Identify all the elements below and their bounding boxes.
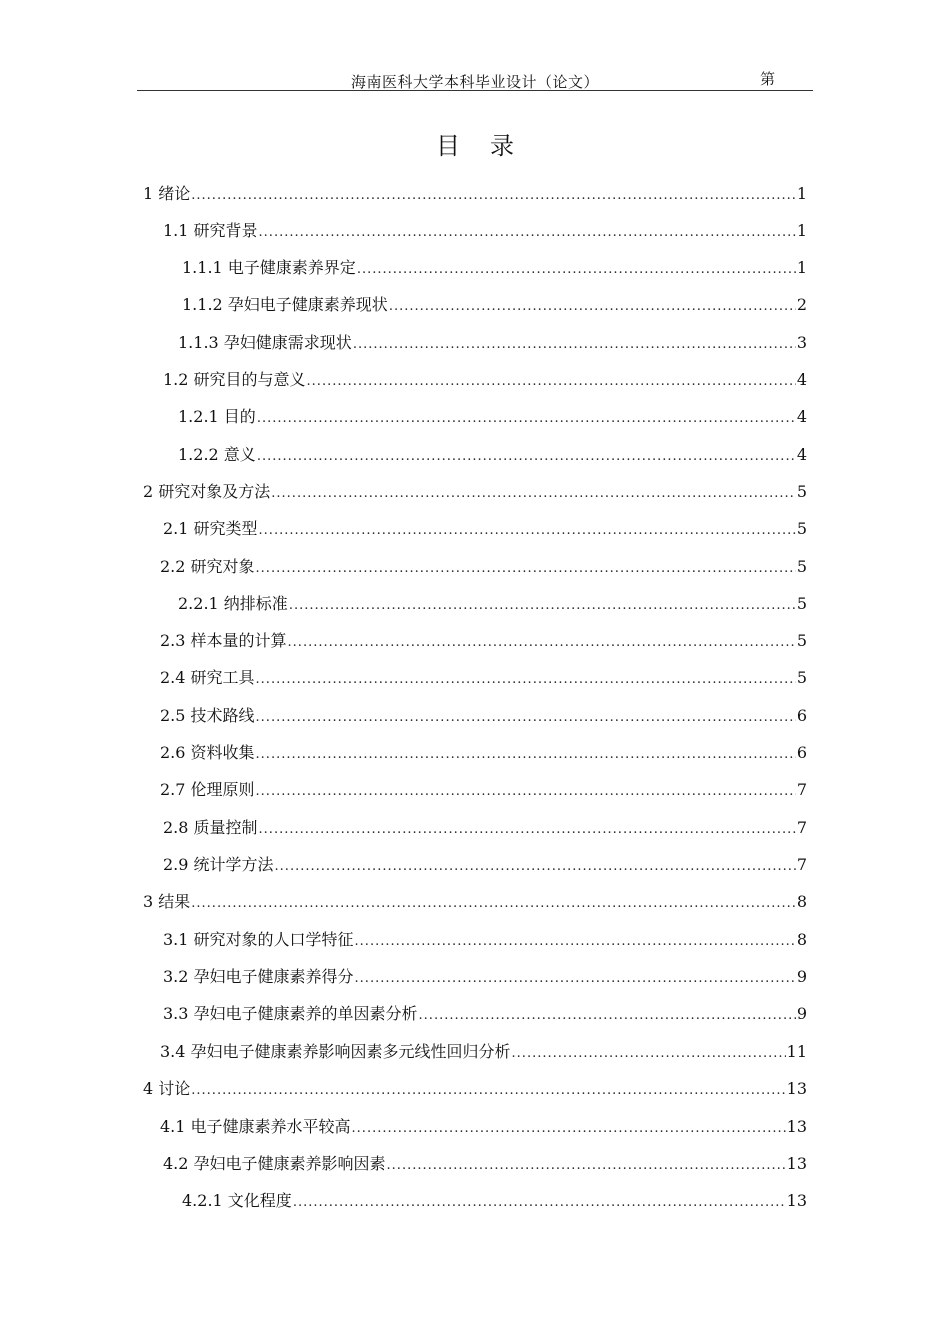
toc-entry-number: 1.2.2 [178,445,224,464]
toc-entry[interactable] [143,890,807,914]
toc-entry[interactable] [160,741,807,765]
toc-dot-leader [275,855,796,879]
toc-entry-page: 5 [796,482,807,501]
toc-entry-page: 13 [786,1117,807,1136]
toc-entry-page: 5 [796,594,807,613]
toc-entry-title: 研究对象及方法 [158,482,271,501]
toc-dot-leader [387,1154,786,1178]
toc-entry-number: 2.3 [160,631,191,650]
toc-entry-page: 8 [796,930,807,949]
toc-dot-leader [256,668,796,692]
toc-entry-number: 4 [143,1079,159,1098]
toc-entry-page: 4 [796,445,807,464]
toc-dot-leader [512,1042,786,1066]
toc-dot-leader [419,1004,796,1028]
toc-entry-page: 11 [786,1042,807,1061]
toc-entry-title: 绪论 [158,184,191,203]
toc-dot-leader [352,1117,786,1141]
toc-entry[interactable] [143,182,807,206]
toc-entry[interactable] [178,592,807,616]
toc-entry-number: 3.2 [163,967,194,986]
toc-entry[interactable] [178,405,807,429]
toc-entry[interactable] [160,666,807,690]
toc-entry[interactable] [160,1040,807,1064]
toc-entry-title: 质量控制 [193,818,258,837]
toc-entry[interactable] [182,293,807,317]
toc-dot-leader [259,221,796,245]
toc-entry[interactable] [163,368,807,392]
toc-entry-title: 伦理原则 [190,780,255,799]
toc-entry-title: 意义 [223,445,256,464]
toc-entry-number: 1.1.3 [178,333,224,352]
toc-entry-title: 孕妇电子健康素养现状 [227,295,388,314]
toc-entry-page: 13 [786,1079,807,1098]
toc-entry-number: 2.6 [160,743,191,762]
toc-entry-title: 结果 [158,892,191,911]
toc-entry-page: 8 [796,892,807,911]
toc-entry-number: 3.1 [163,930,194,949]
toc-entry-number: 1.1.1 [182,258,228,277]
toc-dot-leader [256,743,796,767]
toc-entry[interactable] [178,443,807,467]
toc-dot-leader [257,445,796,469]
toc-entry[interactable] [160,704,807,728]
toc-entry-title: 孕妇健康需求现状 [223,333,352,352]
toc-entry-number: 2.8 [163,818,194,837]
toc-entry-number: 4.2 [163,1154,194,1173]
toc-entry-number: 2 [143,482,159,501]
toc-entry-title: 孕妇电子健康素养得分 [193,967,354,986]
toc-entry-number: 2.1 [163,519,194,538]
toc-dot-leader [289,594,796,618]
toc-entry-page: 13 [786,1191,807,1210]
toc-dot-leader [259,818,796,842]
page-title: 目录 [436,132,544,160]
toc-entry-title: 研究目的与意义 [193,370,306,389]
toc-entry-number: 1.1 [163,221,194,240]
toc-entry[interactable] [163,928,807,952]
toc-dot-leader [271,482,796,506]
toc-dot-leader [256,557,796,581]
toc-entry-title: 讨论 [158,1079,191,1098]
toc-entry-page: 9 [796,1004,807,1023]
toc-entry-title: 研究背景 [193,221,258,240]
running-header-page-label: 第 [760,70,776,88]
toc-entry[interactable] [182,1189,807,1213]
toc-entry-number: 2.9 [163,855,194,874]
toc-entry-page: 5 [796,557,807,576]
toc-entry-page: 9 [796,967,807,986]
toc-entry-title: 统计学方法 [193,855,274,874]
toc-dot-leader [256,780,796,804]
toc-dot-leader [307,370,796,394]
toc-dot-leader [191,892,796,916]
toc-entry-page: 1 [796,221,807,240]
toc-dot-leader [353,333,796,357]
toc-entry[interactable] [160,629,807,653]
toc-entry-title: 研究对象 [190,557,255,576]
toc-entry-number: 4.1 [160,1117,191,1136]
toc-entry-title: 孕妇电子健康素养的单因素分析 [193,1004,418,1023]
toc-entry-page: 7 [796,855,807,874]
toc-entry-page: 13 [786,1154,807,1173]
toc-entry[interactable] [143,480,807,504]
toc-entry-number: 1 [143,184,159,203]
toc-dot-leader [355,967,796,991]
toc-entry-page: 5 [796,631,807,650]
toc-entry[interactable] [163,816,807,840]
toc-entry-title: 孕妇电子健康素养影响因素多元线性回归分析 [190,1042,511,1061]
toc-entry-page: 2 [796,295,807,314]
toc-entry[interactable] [160,1115,807,1139]
toc-dot-leader [191,184,796,208]
toc-entry-title: 资料收集 [190,743,255,762]
toc-entry[interactable] [160,778,807,802]
toc-dot-leader [389,295,796,319]
toc-dot-leader [288,631,796,655]
toc-entry-number: 1.1.2 [182,295,228,314]
toc-dot-leader [357,258,796,282]
toc-entry-number: 4.2.1 [182,1191,228,1210]
toc-dot-leader [256,706,796,730]
toc-entry-page: 7 [796,818,807,837]
toc-dot-leader [257,407,796,431]
toc-entry-number: 1.2 [163,370,194,389]
toc-entry-title: 样本量的计算 [190,631,287,650]
toc-entry-number: 3.4 [160,1042,191,1061]
toc-entry[interactable] [163,1002,807,1026]
toc-entry-number: 2.2.1 [178,594,224,613]
toc-entry[interactable] [163,1152,807,1176]
toc-entry-page: 5 [796,519,807,538]
toc-entry-title: 文化程度 [227,1191,292,1210]
toc-entry-page: 6 [796,706,807,725]
toc-entry[interactable] [160,555,807,579]
toc-entry-title: 研究对象的人口学特征 [193,930,354,949]
toc-entry[interactable] [178,331,807,355]
toc-entry[interactable] [143,1077,807,1101]
toc-entry-page: 1 [796,258,807,277]
toc-entry-number: 2.2 [160,557,191,576]
running-header-title: 海南医科大学本科毕业设计（论文） [350,73,599,91]
toc-entry-title: 目的 [223,407,256,426]
toc-entry-page: 4 [796,370,807,389]
toc-entry-title: 纳排标准 [223,594,288,613]
toc-dot-leader [191,1079,785,1103]
toc-entry-number: 3.3 [163,1004,194,1023]
toc-entry[interactable] [163,965,807,989]
toc-entry-title: 电子健康素养界定 [227,258,356,277]
toc-entry-title: 研究工具 [190,668,255,687]
toc-entry[interactable] [163,517,807,541]
toc-dot-leader [293,1191,786,1215]
toc-entry[interactable] [163,853,807,877]
toc-dot-leader [259,519,796,543]
toc-entry-number: 3 [143,892,159,911]
toc-entry-page: 4 [796,407,807,426]
toc-entry-title: 技术路线 [190,706,255,725]
toc-entry-page: 3 [796,333,807,352]
toc-dot-leader [355,930,796,954]
header-divider [137,90,813,91]
toc-entry-title: 电子健康素养水平较高 [190,1117,351,1136]
toc-entry-number: 2.7 [160,780,191,799]
toc-entry-page: 5 [796,668,807,687]
toc-entry-page: 6 [796,743,807,762]
toc-entry-title: 孕妇电子健康素养影响因素 [193,1154,386,1173]
toc-entry[interactable] [182,256,807,280]
toc-entry-page: 1 [796,184,807,203]
toc-entry-number: 2.4 [160,668,191,687]
toc-entry[interactable] [163,219,807,243]
toc-entry-page: 7 [796,780,807,799]
toc-entry-number: 2.5 [160,706,191,725]
toc-entry-number: 1.2.1 [178,407,224,426]
toc-entry-title: 研究类型 [193,519,258,538]
